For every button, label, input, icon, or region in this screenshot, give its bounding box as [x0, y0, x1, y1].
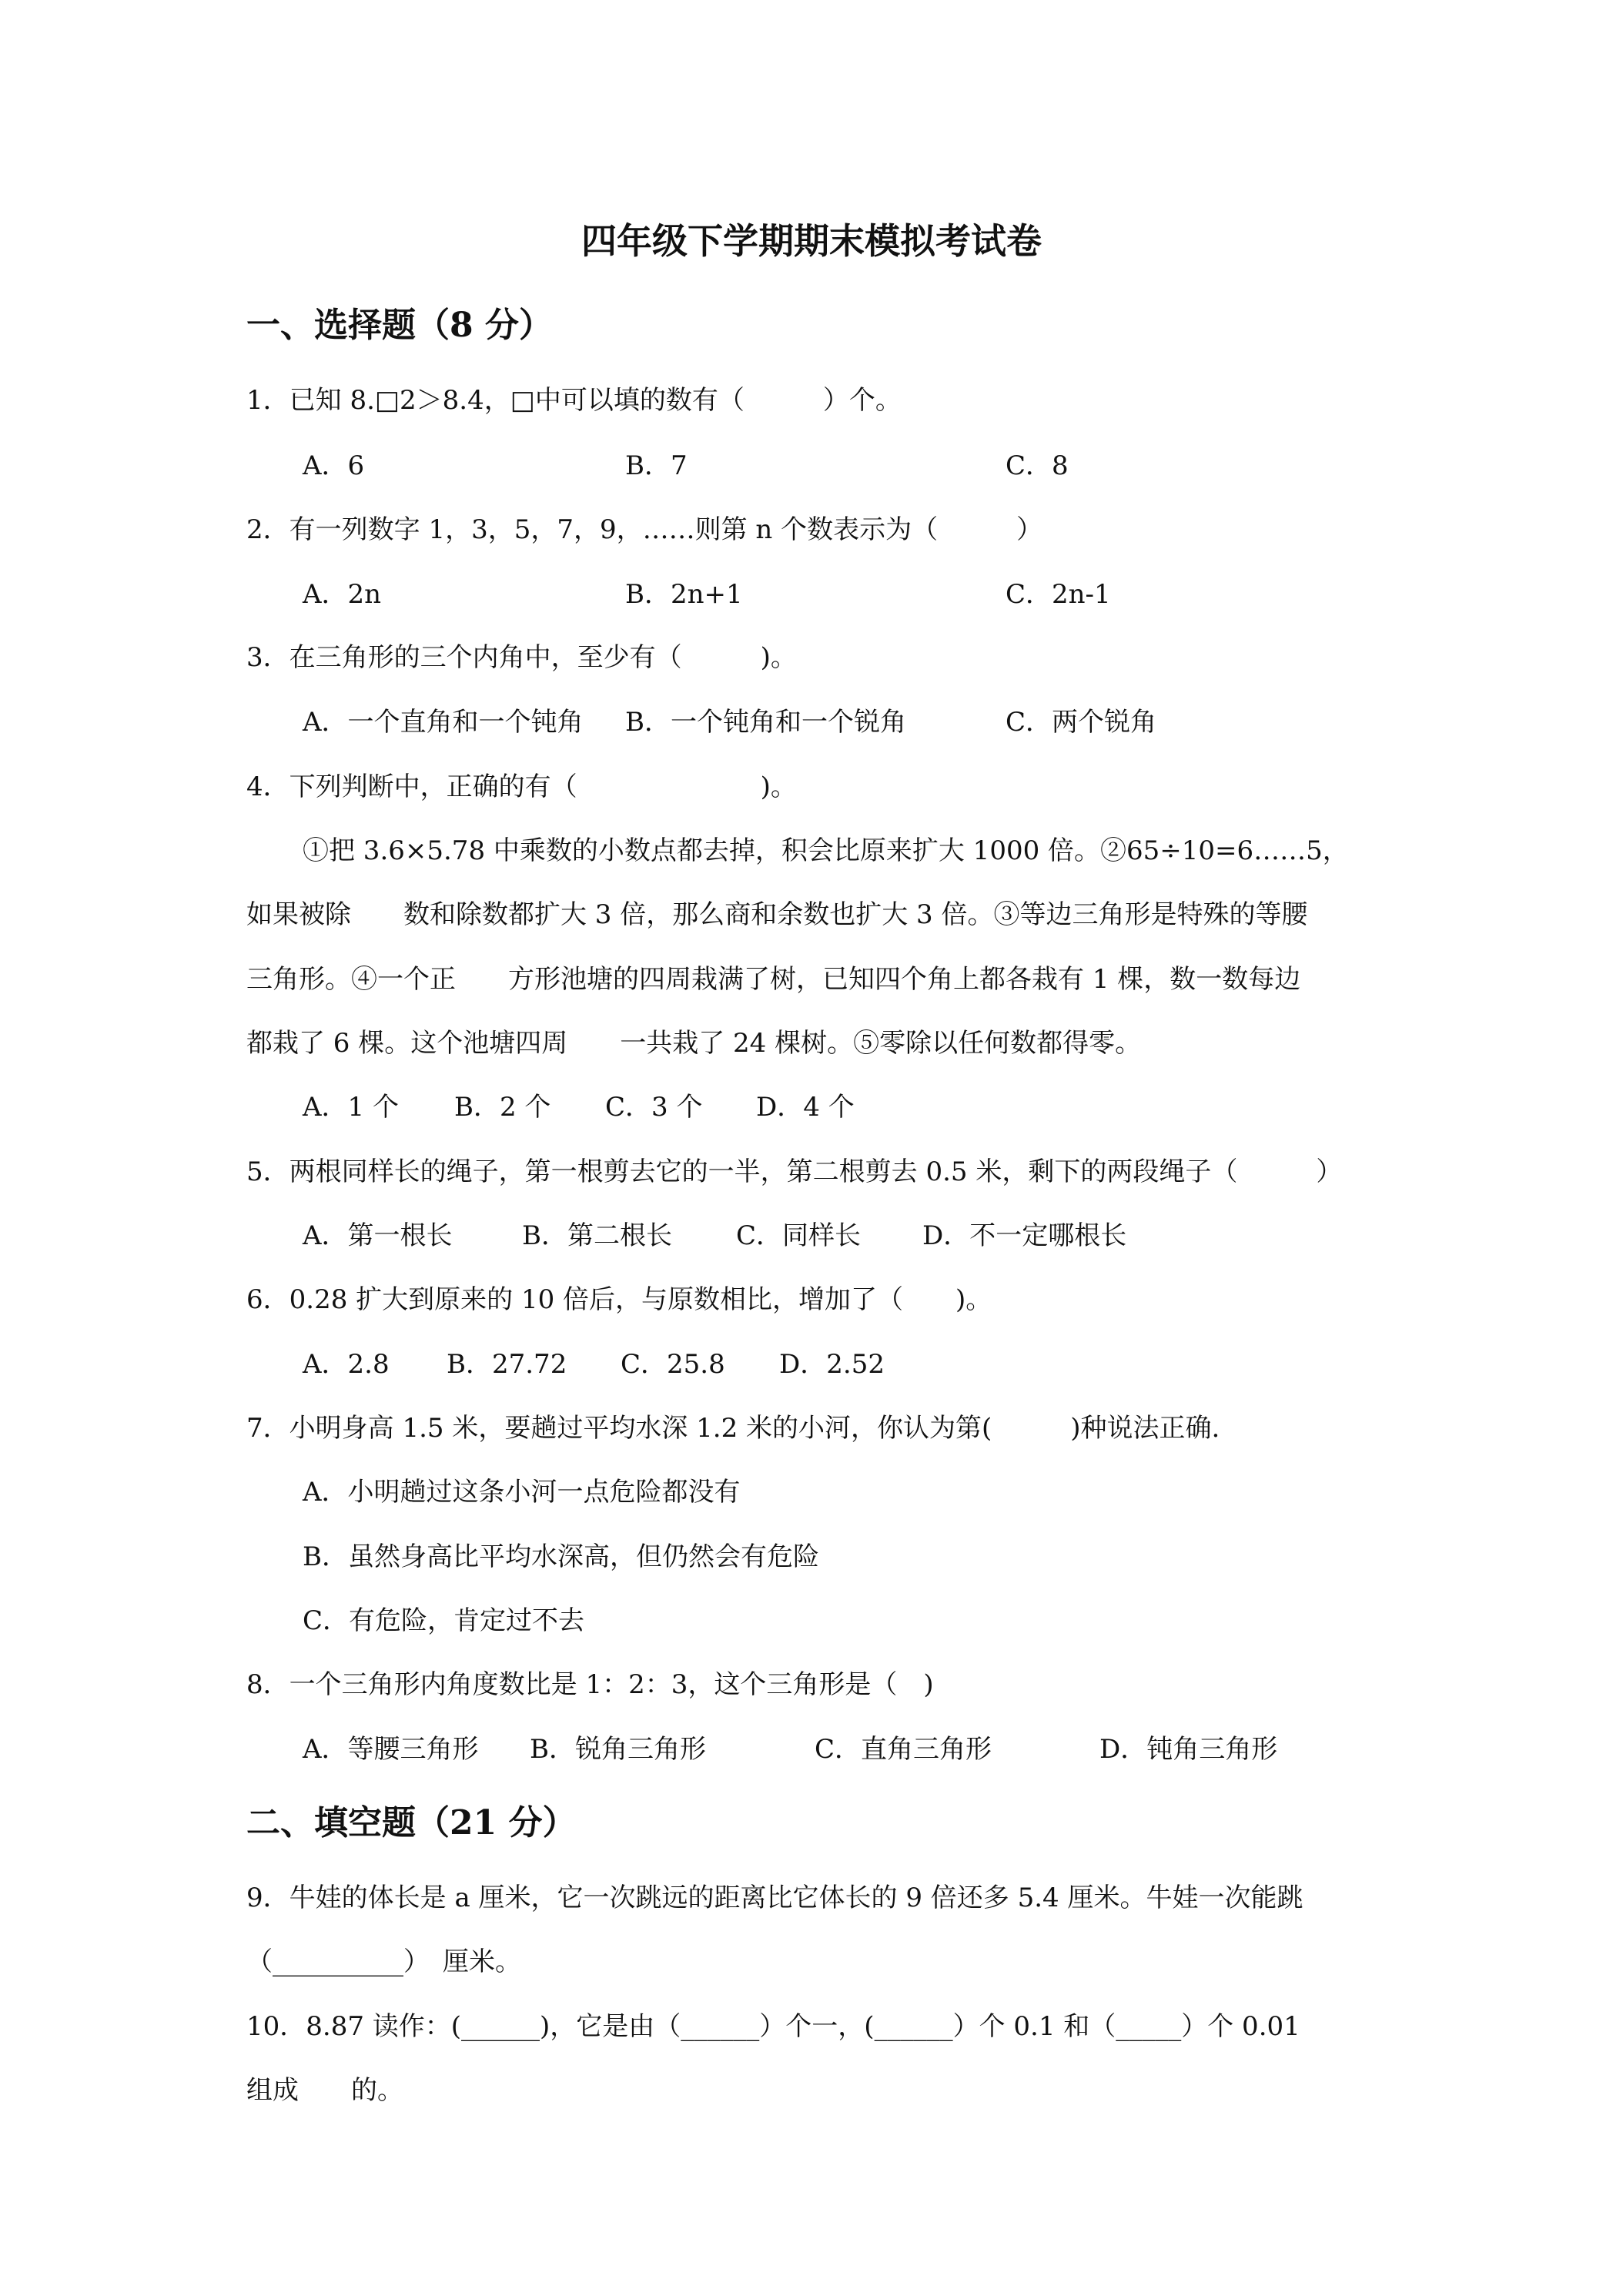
question-2-stem: 2．有一列数字 1，3，5，7，9，……则第 n 个数表示为（ ）	[246, 514, 1043, 545]
question-2-option-a: A．2n	[303, 579, 382, 610]
question-2-option-c: C．2n-1	[1006, 579, 1111, 610]
question-4-text-line-3: 三角形。④一个正 方形池塘的四周栽满了树，已知四个角上都各栽有 1 棵，数一数每边	[246, 964, 1301, 995]
question-1-option-a: A．6	[303, 450, 365, 481]
question-7-stem: 7．小明身高 1.5 米，要趟过平均水深 1.2 米的小河，你认为第( )种说法正确.	[246, 1413, 1220, 1444]
question-3-option-a: A．一个直角和一个钝角	[303, 707, 584, 738]
question-8-option-d: D．钝角三角形	[1099, 1734, 1278, 1765]
question-5-option-d: D．不一定哪根长	[922, 1220, 1127, 1251]
question-3-option-c: C．两个锐角	[1006, 707, 1157, 738]
question-1-stem: 1．已知 8.□2＞8.4，□中可以填的数有（ ）个。	[246, 385, 902, 416]
question-9-line-2: （__________） 厘米。	[246, 1946, 521, 1977]
question-6-option-a: A．2.8	[303, 1349, 390, 1380]
question-2-option-b: B．2n+1	[625, 579, 743, 610]
question-4-option-b: B．2 个	[454, 1092, 551, 1123]
question-6-option-d: D．2.52	[779, 1349, 885, 1380]
question-10-line-2: 组成 的。	[246, 2075, 403, 2106]
question-4-option-c: C．3 个	[605, 1092, 703, 1123]
question-6-option-b: B．27.72	[447, 1349, 567, 1380]
question-7-option-b: B．虽然身高比平均水深高，但仍然会有危险	[303, 1541, 819, 1572]
exam-title: 四年级下学期期末模拟考试卷	[581, 220, 1042, 262]
question-1-option-b: B．7	[625, 450, 688, 481]
section-heading-fill-blank: 二、填空题（21 分）	[246, 1803, 577, 1842]
question-5-option-a: A．第一根长	[303, 1220, 453, 1251]
question-4-option-a: A．1 个	[303, 1092, 399, 1123]
question-4-option-d: D．4 个	[756, 1092, 855, 1123]
question-6-stem: 6．0.28 扩大到原来的 10 倍后，与原数相比，增加了（ )。	[246, 1284, 992, 1315]
question-3-option-b: B．一个钝角和一个锐角	[625, 707, 906, 738]
question-3-stem: 3．在三角形的三个内角中，至少有（ )。	[246, 642, 797, 673]
question-9-line-1: 9．牛娃的体长是 a 厘米，它一次跳远的距离比它体长的 9 倍还多 5.4 厘米。牛娃一次能跳	[246, 1883, 1303, 1913]
question-10-line-1: 10．8.87 读作：(______)，它是由（______）个一，(______）个 0.1 和（_____）个 0.01	[246, 2011, 1300, 2042]
question-5-stem: 5．两根同样长的绳子，第一根剪去它的一半，第二根剪去 0.5 米，剩下的两段绳子（ ）	[246, 1156, 1343, 1187]
question-8-option-c: C．直角三角形	[815, 1734, 992, 1765]
question-5-option-b: B．第二根长	[522, 1220, 672, 1251]
question-4-text-line-2: 如果被除 数和除数都扩大 3 倍，那么商和余数也扩大 3 倍。③等边三角形是特殊的等腰	[246, 899, 1308, 930]
question-8-stem: 8．一个三角形内角度数比是 1：2：3，这个三角形是（ )	[246, 1669, 934, 1700]
question-8-option-b: B．锐角三角形	[530, 1734, 706, 1765]
question-1-option-c: C．8	[1006, 450, 1069, 481]
question-8-option-a: A．等腰三角形	[303, 1734, 479, 1765]
question-4-text-line-4: 都栽了 6 棵。这个池塘四周 一共栽了 24 棵树。⑤零除以任何数都得零。	[246, 1028, 1142, 1059]
question-4-text-line-1: ①把 3.6×5.78 中乘数的小数点都去掉，积会比原来扩大 1000 倍。②65÷10=6……5，	[303, 835, 1349, 866]
question-7-option-c: C．有危险，肯定过不去	[303, 1605, 585, 1636]
question-6-option-c: C．25.8	[621, 1349, 725, 1380]
section-heading-choice: 一、选择题（8 分）	[246, 306, 553, 345]
question-4-stem: 4．下列判断中，正确的有（ )。	[246, 771, 797, 802]
question-7-option-a: A．小明趟过这条小河一点危险都没有	[303, 1477, 741, 1508]
question-5-option-c: C．同样长	[736, 1220, 862, 1251]
